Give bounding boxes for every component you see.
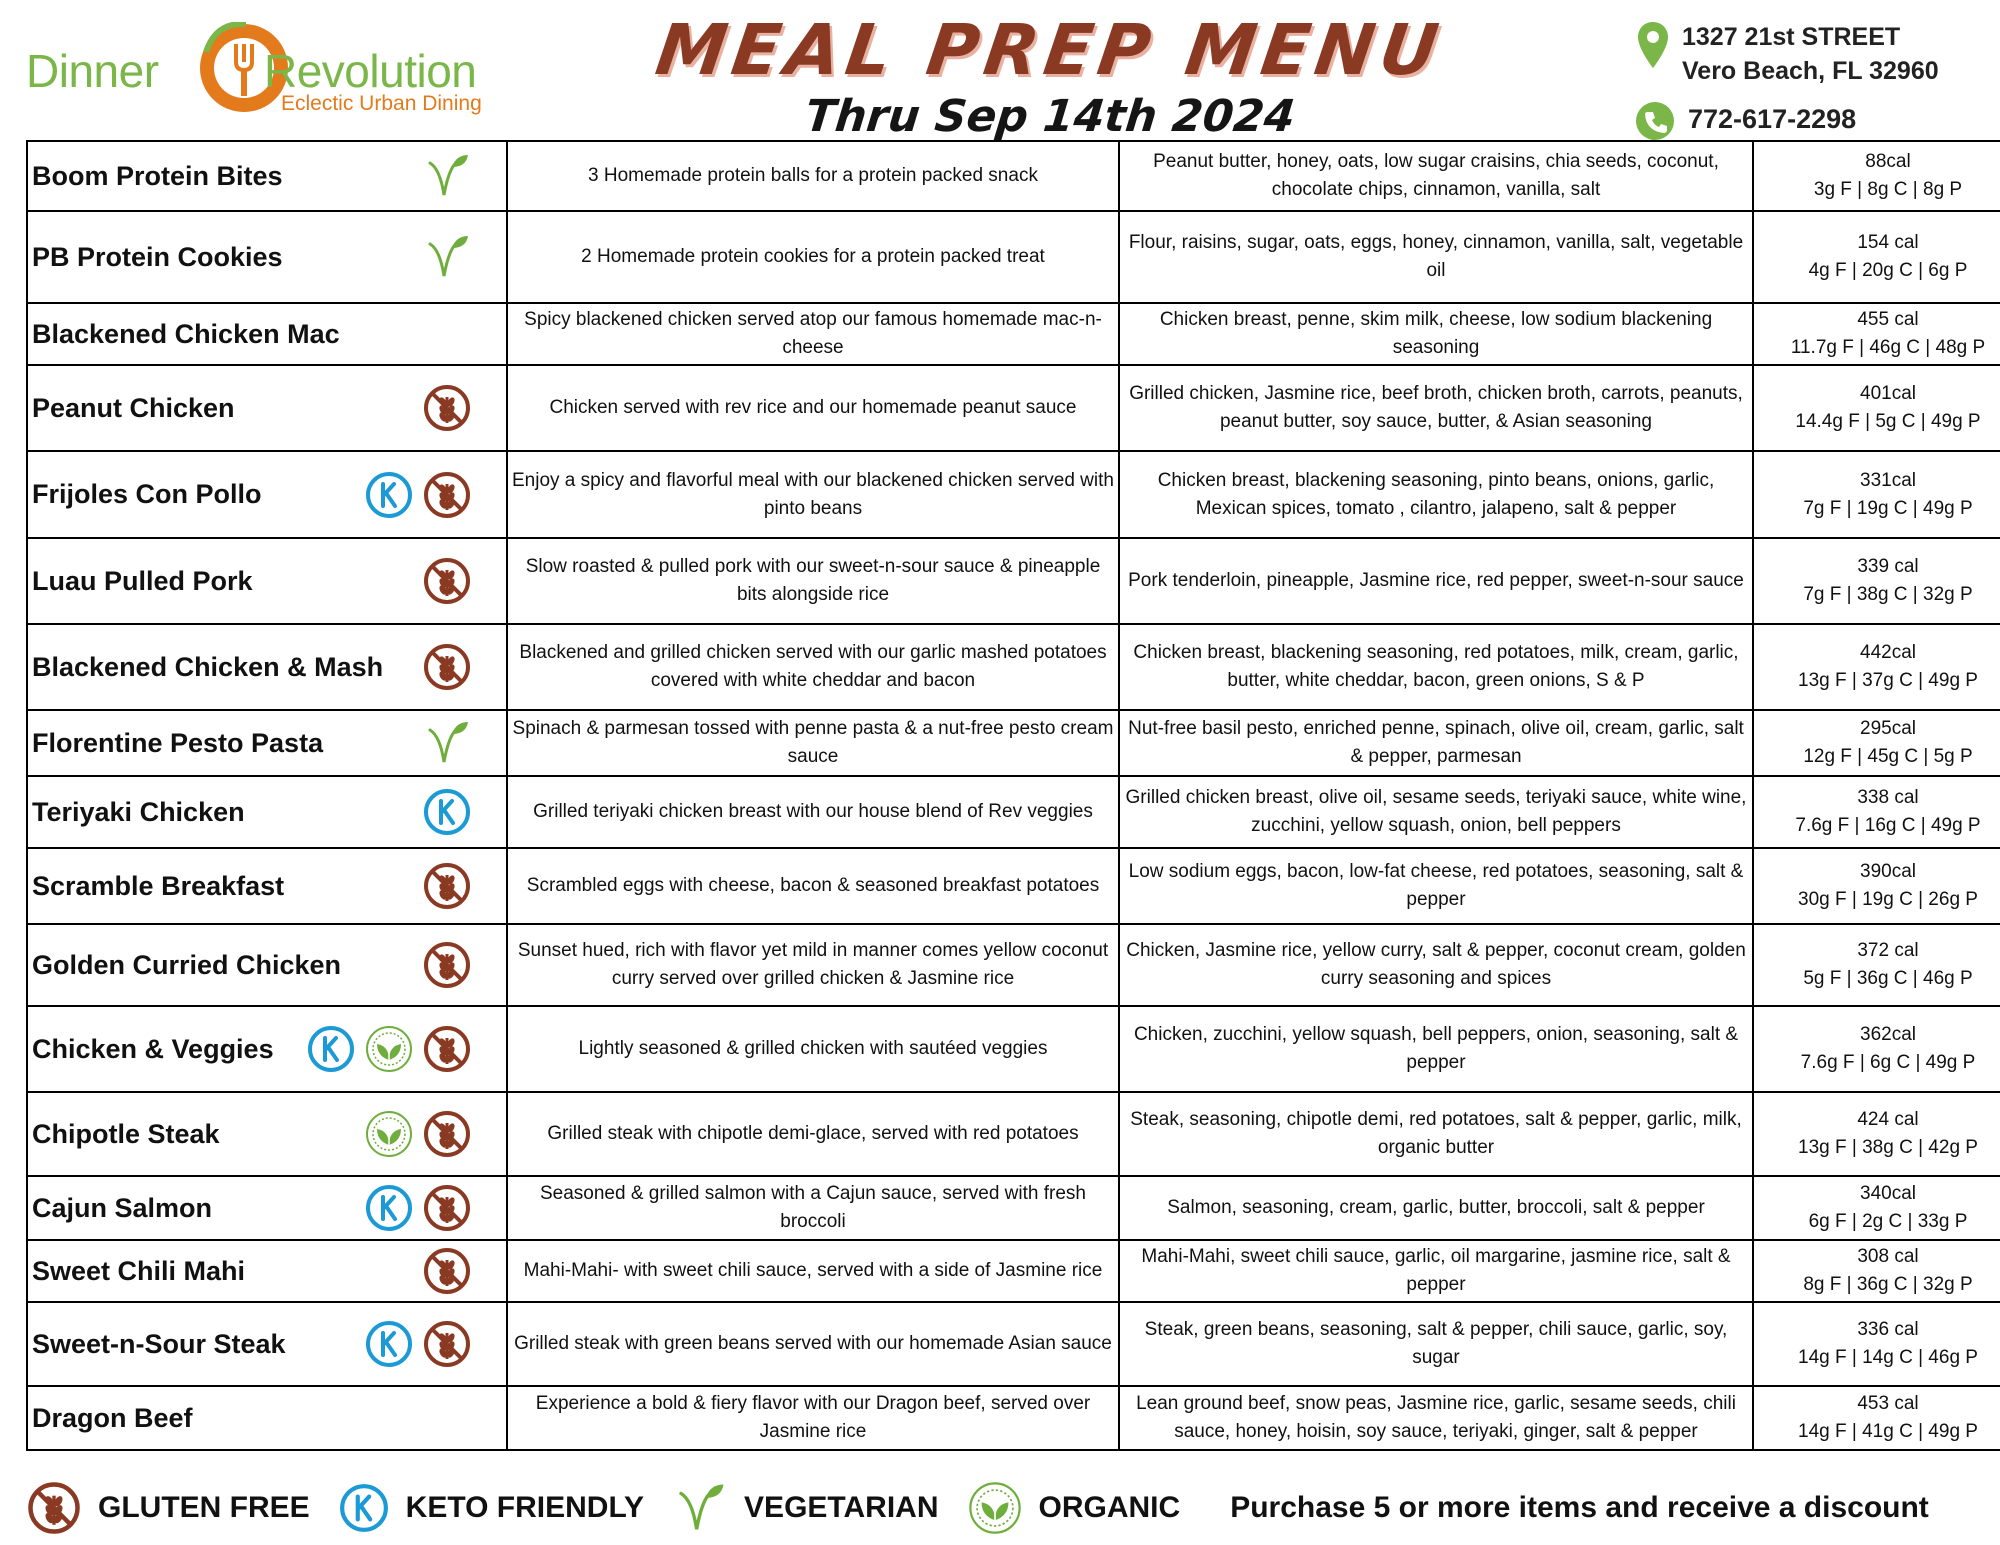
diet-icons: [422, 383, 472, 433]
menu-item-name: PB Protein Cookies: [32, 241, 283, 272]
menu-item-name-wrap: [32, 940, 502, 990]
menu-item-name-cell: [27, 538, 507, 624]
menu-item-name-wrap: [32, 1183, 502, 1233]
menu-item-description: 3 Homemade protein balls for a protein packed snack: [507, 141, 1119, 211]
menu-item-description: Lightly seasoned & grilled chicken with sautéed veggies: [507, 1006, 1119, 1092]
menu-item-description: Chicken served with rev rice and our homemade peanut sauce: [507, 365, 1119, 451]
menu-item-description: Spicy blackened chicken served atop our famous homemade mac-n-cheese: [507, 303, 1119, 365]
menu-item-macros: 3g F | 8g C | 8g P: [1813, 179, 1963, 200]
menu-item-macros: 7.6g F | 6g C | 49g P: [1800, 1052, 1976, 1073]
gluten-free-icon: [422, 940, 472, 990]
menu-item-calories: 442cal: [1860, 642, 1916, 663]
menu-row: [27, 924, 2000, 1006]
page-title: MEAL PREP MENU: [651, 9, 1449, 91]
vegetarian-icon: [422, 232, 472, 282]
address-line-2: Vero Beach, FL 32960: [1682, 57, 1939, 85]
menu-item-ingredients: Chicken, zucchini, yellow squash, bell peppers, onion, seasoning, salt & pepper: [1119, 1006, 1753, 1092]
menu-item-nutrition: [1753, 365, 2000, 451]
menu-item-name: Florentine Pesto Pasta: [32, 727, 324, 758]
menu-item-name: Sweet-n-Sour Steak: [32, 1328, 286, 1359]
menu-item-macros: 13g F | 38g C | 42g P: [1798, 1137, 1978, 1158]
menu-item-name: Boom Protein Bites: [32, 160, 283, 191]
menu-item-calories: 453 cal: [1857, 1393, 1919, 1414]
menu-item-ingredients: Flour, raisins, sugar, oats, eggs, honey, cinnamon, vanilla, salt, vegetable oil: [1119, 211, 1753, 303]
menu-item-nutrition: [1753, 211, 2000, 303]
menu-item-ingredients: Mahi-Mahi, sweet chili sauce, garlic, oil margarine, jasmine rice, salt & pepper: [1119, 1240, 1753, 1302]
menu-item-nutrition: [1753, 710, 2000, 776]
diet-icons: [422, 861, 472, 911]
discount-note: Purchase 5 or more items and receive a discount: [1230, 1491, 1929, 1524]
menu-item-nutrition: [1753, 1386, 2000, 1450]
menu-item-macros: 8g F | 36g C | 32g P: [1803, 1274, 1973, 1295]
diet-icons: [422, 940, 472, 990]
menu-item-name-cell: [27, 1240, 507, 1302]
menu-item-name-wrap: [32, 151, 502, 201]
menu-item-name-cell: [27, 776, 507, 848]
menu-item-macros: 13g F | 37g C | 49g P: [1798, 670, 1978, 691]
menu-item-calories: 372 cal: [1857, 940, 1919, 961]
menu-item-description: Grilled teriyaki chicken breast with our house blend of Rev veggies: [507, 776, 1119, 848]
legend: [26, 1478, 1990, 1538]
menu-item-calories: 390cal: [1860, 861, 1916, 882]
menu-item-name-cell: [27, 1092, 507, 1176]
menu-item-name-cell: [27, 1386, 507, 1450]
menu-item-calories: 154 cal: [1857, 232, 1919, 253]
legend-organic-label: ORGANIC: [1038, 1491, 1181, 1524]
menu-item-ingredients: Grilled chicken, Jasmine rice, beef broth, chicken broth, carrots, peanuts, peanut butter, soy sauce, butter, & Asian seasoning: [1119, 365, 1753, 451]
menu-item-name-wrap: [32, 787, 502, 837]
gluten-free-icon: [422, 556, 472, 606]
gluten-free-icon: [422, 1319, 472, 1369]
menu-item-ingredients: Lean ground beef, snow peas, Jasmine rice, garlic, sesame seeds, chili sauce, honey, hoisin, soy sauce, teriyaki, ginger, salt & pepper: [1119, 1386, 1753, 1450]
legend-organic: [967, 1480, 1181, 1536]
legend-keto: [338, 1482, 644, 1534]
menu-item-description: Experience a bold & fiery flavor with our Dragon beef, served over Jasmine rice: [507, 1386, 1119, 1450]
menu-item-ingredients: Steak, green beans, seasoning, salt & pepper, chili sauce, garlic, soy, sugar: [1119, 1302, 1753, 1386]
menu-item-macros: 14g F | 14g C | 46g P: [1798, 1347, 1978, 1368]
menu-item-name-cell: [27, 303, 507, 365]
menu-row: [27, 538, 2000, 624]
menu-item-name-cell: [27, 710, 507, 776]
menu-row: [27, 776, 2000, 848]
menu-item-nutrition: [1753, 848, 2000, 924]
menu-row: [27, 1092, 2000, 1176]
menu-item-ingredients: Chicken breast, blackening seasoning, red potatoes, milk, cream, garlic, butter, white cheddar, bacon, green onions, S & P: [1119, 624, 1753, 710]
menu-item-ingredients: Nut-free basil pesto, enriched penne, spinach, olive oil, cream, garlic, salt & pepper, parmesan: [1119, 710, 1753, 776]
menu-item-name-cell: [27, 451, 507, 538]
menu-row: [27, 1006, 2000, 1092]
menu-item-calories: 362cal: [1860, 1024, 1916, 1045]
vegetarian-icon: [422, 151, 472, 201]
gluten-free-icon: [422, 1109, 472, 1159]
logo-word-revolution: Revolution: [264, 45, 477, 97]
menu-item-calories: 295cal: [1860, 718, 1916, 739]
location-pin-icon: [1638, 22, 1668, 68]
gluten-free-icon: [422, 1024, 472, 1074]
gluten-free-icon: [422, 470, 472, 520]
menu-table-body: [27, 141, 2000, 1450]
menu-item-macros: 14.4g F | 5g C | 49g P: [1795, 411, 1981, 432]
keto-icon: [364, 470, 414, 520]
menu-item-nutrition: [1753, 538, 2000, 624]
menu-item-name-cell: [27, 1302, 507, 1386]
menu-item-name-cell: [27, 141, 507, 211]
menu-item-description: Mahi-Mahi- with sweet chili sauce, served with a side of Jasmine rice: [507, 1240, 1119, 1302]
menu-item-nutrition: [1753, 303, 2000, 365]
menu-item-name: Chipotle Steak: [32, 1118, 220, 1149]
menu-item-ingredients: Chicken breast, penne, skim milk, cheese, low sodium blackening seasoning: [1119, 303, 1753, 365]
menu-item-description: Seasoned & grilled salmon with a Cajun sauce, served with fresh broccoli: [507, 1176, 1119, 1240]
menu-item-name-wrap: [32, 383, 502, 433]
menu-item-calories: 340cal: [1860, 1183, 1916, 1204]
menu-item-calories: 339 cal: [1857, 556, 1919, 577]
menu-item-calories: 455 cal: [1857, 309, 1919, 330]
menu-item-macros: 11.7g F | 46g C | 48g P: [1790, 337, 1986, 358]
keto-icon: [422, 787, 472, 837]
gluten-free-icon: [422, 642, 472, 692]
legend-gluten-free: [26, 1480, 310, 1536]
vegetarian-icon: [672, 1480, 744, 1536]
menu-row: [27, 848, 2000, 924]
menu-item-name-wrap: [32, 1024, 502, 1074]
menu-item-ingredients: Salmon, seasoning, cream, garlic, butter, broccoli, salt & pepper: [1119, 1176, 1753, 1240]
diet-icons: [422, 787, 472, 837]
menu-item-name-wrap: [32, 470, 502, 520]
menu-item-name-cell: [27, 624, 507, 710]
diet-icons: [422, 1246, 472, 1296]
menu-item-name-wrap: [32, 556, 502, 606]
menu-item-name-wrap: [32, 1109, 502, 1159]
menu-item-description: Sunset hued, rich with flavor yet mild in manner comes yellow coconut curry served over grilled chicken & Jasmine rice: [507, 924, 1119, 1006]
organic-icon: [364, 1109, 414, 1159]
menu-item-name-cell: [27, 365, 507, 451]
menu-item-name-cell: [27, 924, 507, 1006]
menu-item-macros: 14g F | 41g C | 49g P: [1798, 1421, 1978, 1442]
menu-item-ingredients: Steak, seasoning, chipotle demi, red potatoes, salt & pepper, garlic, milk, organic butter: [1119, 1092, 1753, 1176]
organic-icon: [364, 1024, 414, 1074]
menu-item-name-cell: [27, 211, 507, 303]
menu-item-name-wrap: [32, 861, 502, 911]
menu-item-calories: 424 cal: [1857, 1109, 1919, 1130]
organic-icon: [967, 1480, 1039, 1536]
menu-item-macros: 7g F | 19g C | 49g P: [1803, 497, 1973, 519]
menu-item-ingredients: Peanut butter, honey, oats, low sugar craisins, chia seeds, coconut, chocolate chips, cinnamon, vanilla, salt: [1119, 141, 1753, 211]
menu-item-description: 2 Homemade protein cookies for a protein packed treat: [507, 211, 1119, 303]
menu-item-ingredients: Grilled chicken breast, olive oil, sesame seeds, teriyaki sauce, white wine, zucchini, yellow squash, onion, bell peppers: [1119, 776, 1753, 848]
menu-item-nutrition: [1753, 1240, 2000, 1302]
menu-row: [27, 141, 2000, 211]
menu-item-description: Grilled steak with green beans served with our homemade Asian sauce: [507, 1302, 1119, 1386]
address: [1682, 20, 1939, 88]
menu-item-calories: 401cal: [1860, 383, 1916, 404]
menu-item-ingredients: Pork tenderloin, pineapple, Jasmine rice, red pepper, sweet-n-sour sauce: [1119, 538, 1753, 624]
menu-item-name: Blackened Chicken Mac: [32, 318, 340, 349]
menu-item-name: Cajun Salmon: [32, 1192, 213, 1223]
menu-row: [27, 211, 2000, 303]
legend-keto-label: KETO FRIENDLY: [405, 1491, 645, 1524]
menu-item-name-wrap: [32, 319, 502, 350]
diet-icons: [422, 642, 472, 692]
menu-item-name: Chicken & Veggies: [32, 1033, 274, 1064]
menu-item-macros: 4g F | 20g C | 6g P: [1808, 260, 1968, 281]
menu-item-macros: 5g F | 36g C | 46g P: [1803, 968, 1973, 989]
menu-item-nutrition: [1753, 924, 2000, 1006]
menu-item-macros: 12g F | 45g C | 5g P: [1803, 746, 1973, 767]
menu-row: [27, 1302, 2000, 1386]
menu-item-name: Sweet Chili Mahi: [32, 1255, 246, 1286]
menu-row: [27, 1176, 2000, 1240]
menu-item-macros: 7g F | 38g C | 32g P: [1803, 584, 1973, 605]
diet-icons: [422, 718, 472, 768]
menu-item-calories: 308 cal: [1857, 1246, 1919, 1267]
menu-item-name-cell: [27, 1006, 507, 1092]
menu-item-calories: 336 cal: [1857, 1319, 1919, 1340]
menu-item-calories: 88cal: [1865, 151, 1911, 172]
menu-item-name: Peanut Chicken: [32, 392, 235, 423]
menu-item-description: Grilled steak with chipotle demi-glace, served with red potatoes: [507, 1092, 1119, 1176]
menu-item-description: Blackened and grilled chicken served with our garlic mashed potatoes covered with white cheddar and bacon: [507, 624, 1119, 710]
logo-word-dinner: Dinner: [26, 45, 159, 97]
menu-item-description: Scrambled eggs with cheese, bacon & seasoned breakfast potatoes: [507, 848, 1119, 924]
gluten-free-icon: [422, 1246, 472, 1296]
menu-item-ingredients: Low sodium eggs, bacon, low-fat cheese, red potatoes, seasoning, salt & pepper: [1119, 848, 1753, 924]
menu-item-description: Spinach & parmesan tossed with penne pasta & a nut-free pesto cream sauce: [507, 710, 1119, 776]
menu-item-name-wrap: [32, 1403, 502, 1434]
legend-vegetarian: [672, 1480, 938, 1536]
diet-icons: [422, 232, 472, 282]
menu-item-name: Dragon Beef: [32, 1402, 193, 1433]
logo-tagline: Eclectic Urban Dining: [281, 92, 482, 115]
menu-row: [27, 365, 2000, 451]
diet-icons: [306, 1024, 472, 1074]
phone-icon: [1636, 102, 1674, 140]
menu-item-macros: 30g F | 19g C | 26g P: [1798, 889, 1978, 910]
menu-title-block: [640, 8, 1460, 142]
menu-item-name: Scramble Breakfast: [32, 870, 285, 901]
menu-item-nutrition: [1753, 1006, 2000, 1092]
legend-vegetarian-label: VEGETARIAN: [744, 1491, 939, 1524]
menu-item-name: Frijoles Con Pollo: [32, 479, 262, 509]
vegetarian-icon: [422, 718, 472, 768]
gluten-free-icon: [26, 1480, 98, 1536]
legend-gluten-free-label: GLUTEN FREE: [98, 1491, 310, 1524]
diet-icons: [422, 556, 472, 606]
menu-item-ingredients: Chicken breast, blackening seasoning, pinto beans, onions, garlic, Mexican spices, tomato , cilantro, jalapeno, salt & pepper: [1119, 451, 1753, 538]
menu-item-calories: 331cal: [1860, 469, 1916, 491]
menu-item-name-cell: [27, 848, 507, 924]
menu-item-nutrition: [1753, 451, 2000, 538]
menu-item-name-wrap: [32, 1246, 502, 1296]
menu-row: [27, 1240, 2000, 1302]
menu-item-name-wrap: [32, 718, 502, 768]
menu-item-nutrition: [1753, 624, 2000, 710]
menu-item-name: Golden Curried Chicken: [32, 949, 342, 980]
menu-row: [27, 710, 2000, 776]
menu-item-name-wrap: [32, 1319, 502, 1369]
menu-table: [26, 140, 2000, 1451]
menu-item-description: Enjoy a spicy and flavorful meal with our blackened chicken served with pinto beans: [507, 451, 1119, 538]
menu-item-name: Blackened Chicken & Mash: [32, 651, 384, 682]
phone-number: 772-617-2298: [1688, 104, 1857, 134]
diet-icons: [364, 1109, 472, 1159]
menu-item-name-cell: [27, 1176, 507, 1240]
menu-item-nutrition: [1753, 1176, 2000, 1240]
menu-row: [27, 451, 2000, 538]
diet-icons: [364, 1183, 472, 1233]
menu-item-calories: 338 cal: [1857, 787, 1919, 808]
diet-icons: [364, 470, 472, 520]
menu-item-nutrition: [1753, 1302, 2000, 1386]
menu-item-name: Teriyaki Chicken: [32, 796, 245, 827]
address-line-1: 1327 21st STREET: [1682, 23, 1901, 51]
menu-row: [27, 303, 2000, 365]
keto-icon: [364, 1319, 414, 1369]
menu-item-nutrition: [1753, 141, 2000, 211]
menu-row: [27, 1386, 2000, 1450]
menu-item-description: Slow roasted & pulled pork with our sweet-n-sour sauce & pineapple bits alongside rice: [507, 538, 1119, 624]
menu-item-ingredients: Chicken, Jasmine rice, yellow curry, salt & pepper, coconut cream, golden curry seasoning and spices: [1119, 924, 1753, 1006]
brand-logo: [26, 22, 496, 122]
menu-item-name-wrap: [32, 232, 502, 282]
keto-icon: [306, 1024, 356, 1074]
keto-icon: [364, 1183, 414, 1233]
menu-item-name-wrap: [32, 642, 502, 692]
menu-item-macros: 6g F | 2g C | 33g P: [1808, 1211, 1968, 1232]
keto-icon: [338, 1482, 406, 1534]
menu-item-name: Luau Pulled Pork: [32, 565, 253, 596]
gluten-free-icon: [422, 861, 472, 911]
menu-item-nutrition: [1753, 776, 2000, 848]
menu-item-nutrition: [1753, 1092, 2000, 1176]
menu-item-macros: 7.6g F | 16g C | 49g P: [1795, 815, 1981, 836]
menu-row: [27, 624, 2000, 710]
gluten-free-icon: [422, 383, 472, 433]
gluten-free-icon: [422, 1183, 472, 1233]
diet-icons: [422, 151, 472, 201]
diet-icons: [364, 1319, 472, 1369]
page-subtitle: Thru Sep 14th 2024: [802, 91, 1298, 142]
